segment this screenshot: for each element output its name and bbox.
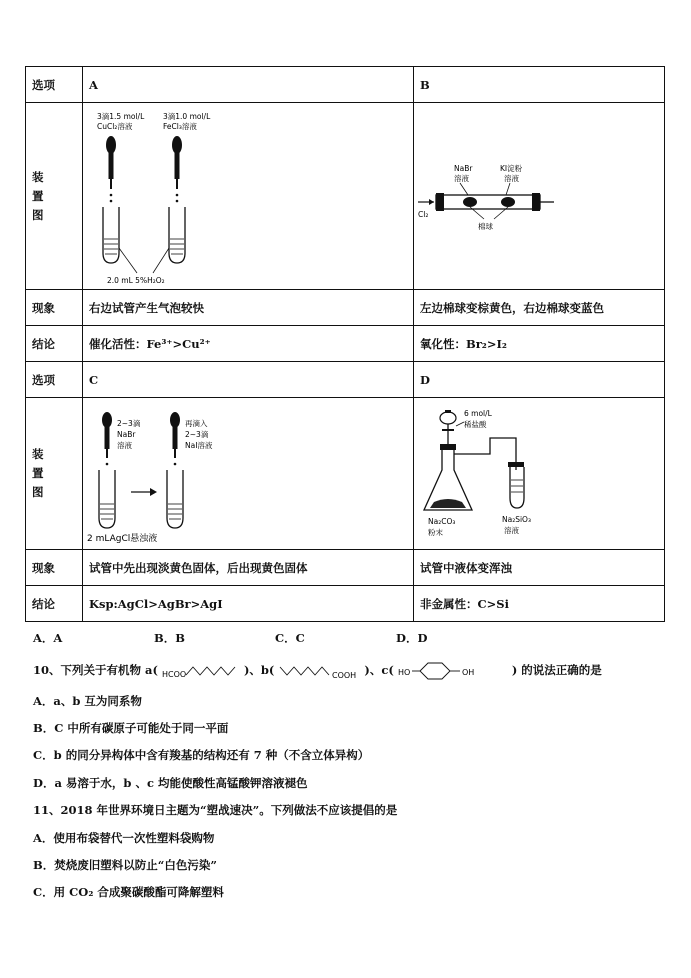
phenomenon-c: 试管中先出现淡黄色固体，后出现黄色固体 [83, 550, 414, 586]
table-row [26, 550, 665, 586]
reagent-label: 粉末 [428, 528, 443, 537]
reagent-label: NaI溶液 [185, 441, 213, 450]
q10-suffix: ) 的说法正确的是 [511, 663, 602, 677]
group-label: COOH [332, 671, 357, 680]
table-row [26, 586, 665, 622]
reagent-label: 3滴1.5 mol/L [97, 112, 145, 121]
table-row [26, 103, 665, 290]
cotton-ball-label: 棉球 [478, 222, 493, 231]
conclusion-a: 催化活性：Fe³⁺>Cu²⁺ [83, 326, 414, 362]
q10-option[interactable]: C．b 的同分异构体中含有羧基的结构还有 7 种（不含立体异构） [33, 748, 370, 762]
structure-a [162, 660, 240, 682]
test-tube-right-icon [167, 470, 183, 528]
option-b-letter: B [414, 67, 665, 103]
reagent-label: 溶液 [504, 174, 519, 183]
device-label-char: 装 [32, 447, 44, 461]
q10-mid1: )、b( [243, 663, 275, 677]
reagent-label: FeCl₃溶液 [163, 122, 197, 131]
reagent-label: 溶液 [454, 174, 469, 183]
reagent-label: Na₂SiO₃ [502, 515, 531, 524]
q11-option[interactable]: C．用 CO₂ 合成聚碳酸酯可降解塑料 [33, 885, 224, 899]
separatory-funnel-icon [440, 410, 464, 444]
dropper-right-icon [172, 136, 182, 202]
phenomenon-label-cell: 现象 [26, 550, 83, 586]
gas-label: Cl₂ [418, 210, 429, 219]
dropper-right-icon [170, 412, 180, 465]
reagent-label: 稀盐酸 [464, 420, 487, 429]
device-label-cell [26, 103, 83, 290]
hexagon-ring-icon [420, 663, 450, 679]
q10-prefix: 10、下列关于有机物 a( [33, 663, 158, 677]
device-label-char: 置 [32, 188, 44, 203]
table-row [26, 67, 665, 103]
choice-option[interactable]: C．C [275, 631, 305, 645]
choice-option[interactable]: D．D [396, 631, 428, 645]
q10-option[interactable]: D．a 易溶于水，b 、c 均能使酸性高锰酸钾溶液褪色 [33, 776, 308, 790]
reagent-label: 2~3滴 [117, 419, 141, 428]
reagent-label: NaBr [117, 430, 136, 439]
reagent-label: 溶液 [117, 441, 132, 450]
structure-c [398, 660, 508, 682]
group-label: OH [461, 668, 475, 677]
dropper-left-icon [102, 412, 112, 465]
solution-label: 2 mLAgCl悬浊液 [87, 534, 158, 544]
option-a-letter: A [83, 67, 414, 103]
test-tube-left-icon [103, 207, 119, 263]
table-row [26, 398, 665, 550]
apparatus-a-cell [83, 103, 414, 290]
device-label-char: 图 [32, 207, 44, 222]
conclusion-label-cell: 结论 [26, 586, 83, 622]
phenomenon-b: 左边棉球变棕黄色，右边棉球变蓝色 [414, 290, 665, 326]
q10-stem [33, 660, 602, 682]
apparatus-b-cell [414, 103, 665, 290]
q10-option[interactable]: A．a、b 互为同系物 [33, 694, 142, 708]
solution-label: 2.0 mL 5%H₂O₂ [107, 276, 165, 285]
apparatus-c-cell [83, 398, 414, 550]
apparatus-a-diagram [83, 103, 401, 289]
choice-option[interactable]: B．B [154, 631, 185, 645]
reagent-label: 溶液 [504, 526, 519, 535]
reagent-label: CuCl₂溶液 [97, 122, 133, 131]
conclusion-label-cell: 结论 [26, 326, 83, 362]
q9-choices [33, 630, 517, 646]
reagent-label: NaBr [454, 164, 473, 173]
apparatus-d-cell [414, 398, 665, 550]
group-label: HCOO [161, 670, 187, 679]
device-label-char: 装 [32, 169, 44, 184]
q11-stem: 11、2018 年世界环境日主题为“塑战速决”。下列做法不应该提倡的是 [33, 803, 398, 817]
reagent-label: 2~3滴 [185, 430, 209, 439]
conclusion-b: 氧化性：Br₂>I₂ [414, 326, 665, 362]
reagent-label: 6 mol/L [464, 409, 492, 418]
glass-tube-icon [436, 193, 554, 211]
table-row [26, 290, 665, 326]
option-c-letter: C [83, 362, 414, 398]
group-label: HO [397, 668, 411, 677]
conclusion-c: Ksp:AgCl>AgBr>AgI [83, 586, 414, 622]
device-label-char: 置 [32, 466, 44, 480]
arrow-right-icon [429, 199, 434, 205]
option-label-cell: 选项 [26, 67, 83, 103]
apparatus-d-diagram [414, 398, 690, 549]
reagent-label: 3滴1.0 mol/L [163, 112, 211, 121]
reagent-label: 再滴入 [185, 419, 208, 428]
option-label-cell: 选项 [26, 362, 83, 398]
structure-b [278, 660, 360, 682]
conclusion-d: 非金属性：C>Si [414, 586, 665, 622]
phenomenon-label-cell: 现象 [26, 290, 83, 326]
phenomenon-a: 右边试管产生气泡较快 [83, 290, 414, 326]
apparatus-c-diagram [83, 398, 401, 549]
reagent-label: Na₂CO₃ [428, 517, 456, 526]
table-row [26, 362, 665, 398]
apparatus-b-diagram [414, 103, 690, 289]
option-d-letter: D [414, 362, 665, 398]
device-label-cell [26, 398, 83, 550]
test-tube-right-icon [169, 207, 185, 263]
test-tube-left-icon [99, 470, 115, 528]
choice-option[interactable]: A．A [33, 631, 63, 645]
q10-option[interactable]: B．C 中所有碳原子可能处于同一平面 [33, 721, 229, 735]
arrow-right-icon [150, 488, 157, 496]
q10-mid2: )、c( [364, 663, 394, 677]
dropper-left-icon [106, 136, 116, 202]
reagent-label: KI淀粉 [500, 164, 523, 173]
table-row [26, 326, 665, 362]
phenomenon-d: 试管中液体变浑浊 [414, 550, 665, 586]
experiment-table [25, 66, 665, 622]
device-label-char: 图 [32, 485, 44, 499]
q11-option[interactable]: B．焚烧废旧塑料以防止“白色污染” [33, 858, 217, 872]
q11-option[interactable]: A．使用布袋替代一次性塑料袋购物 [33, 831, 215, 845]
